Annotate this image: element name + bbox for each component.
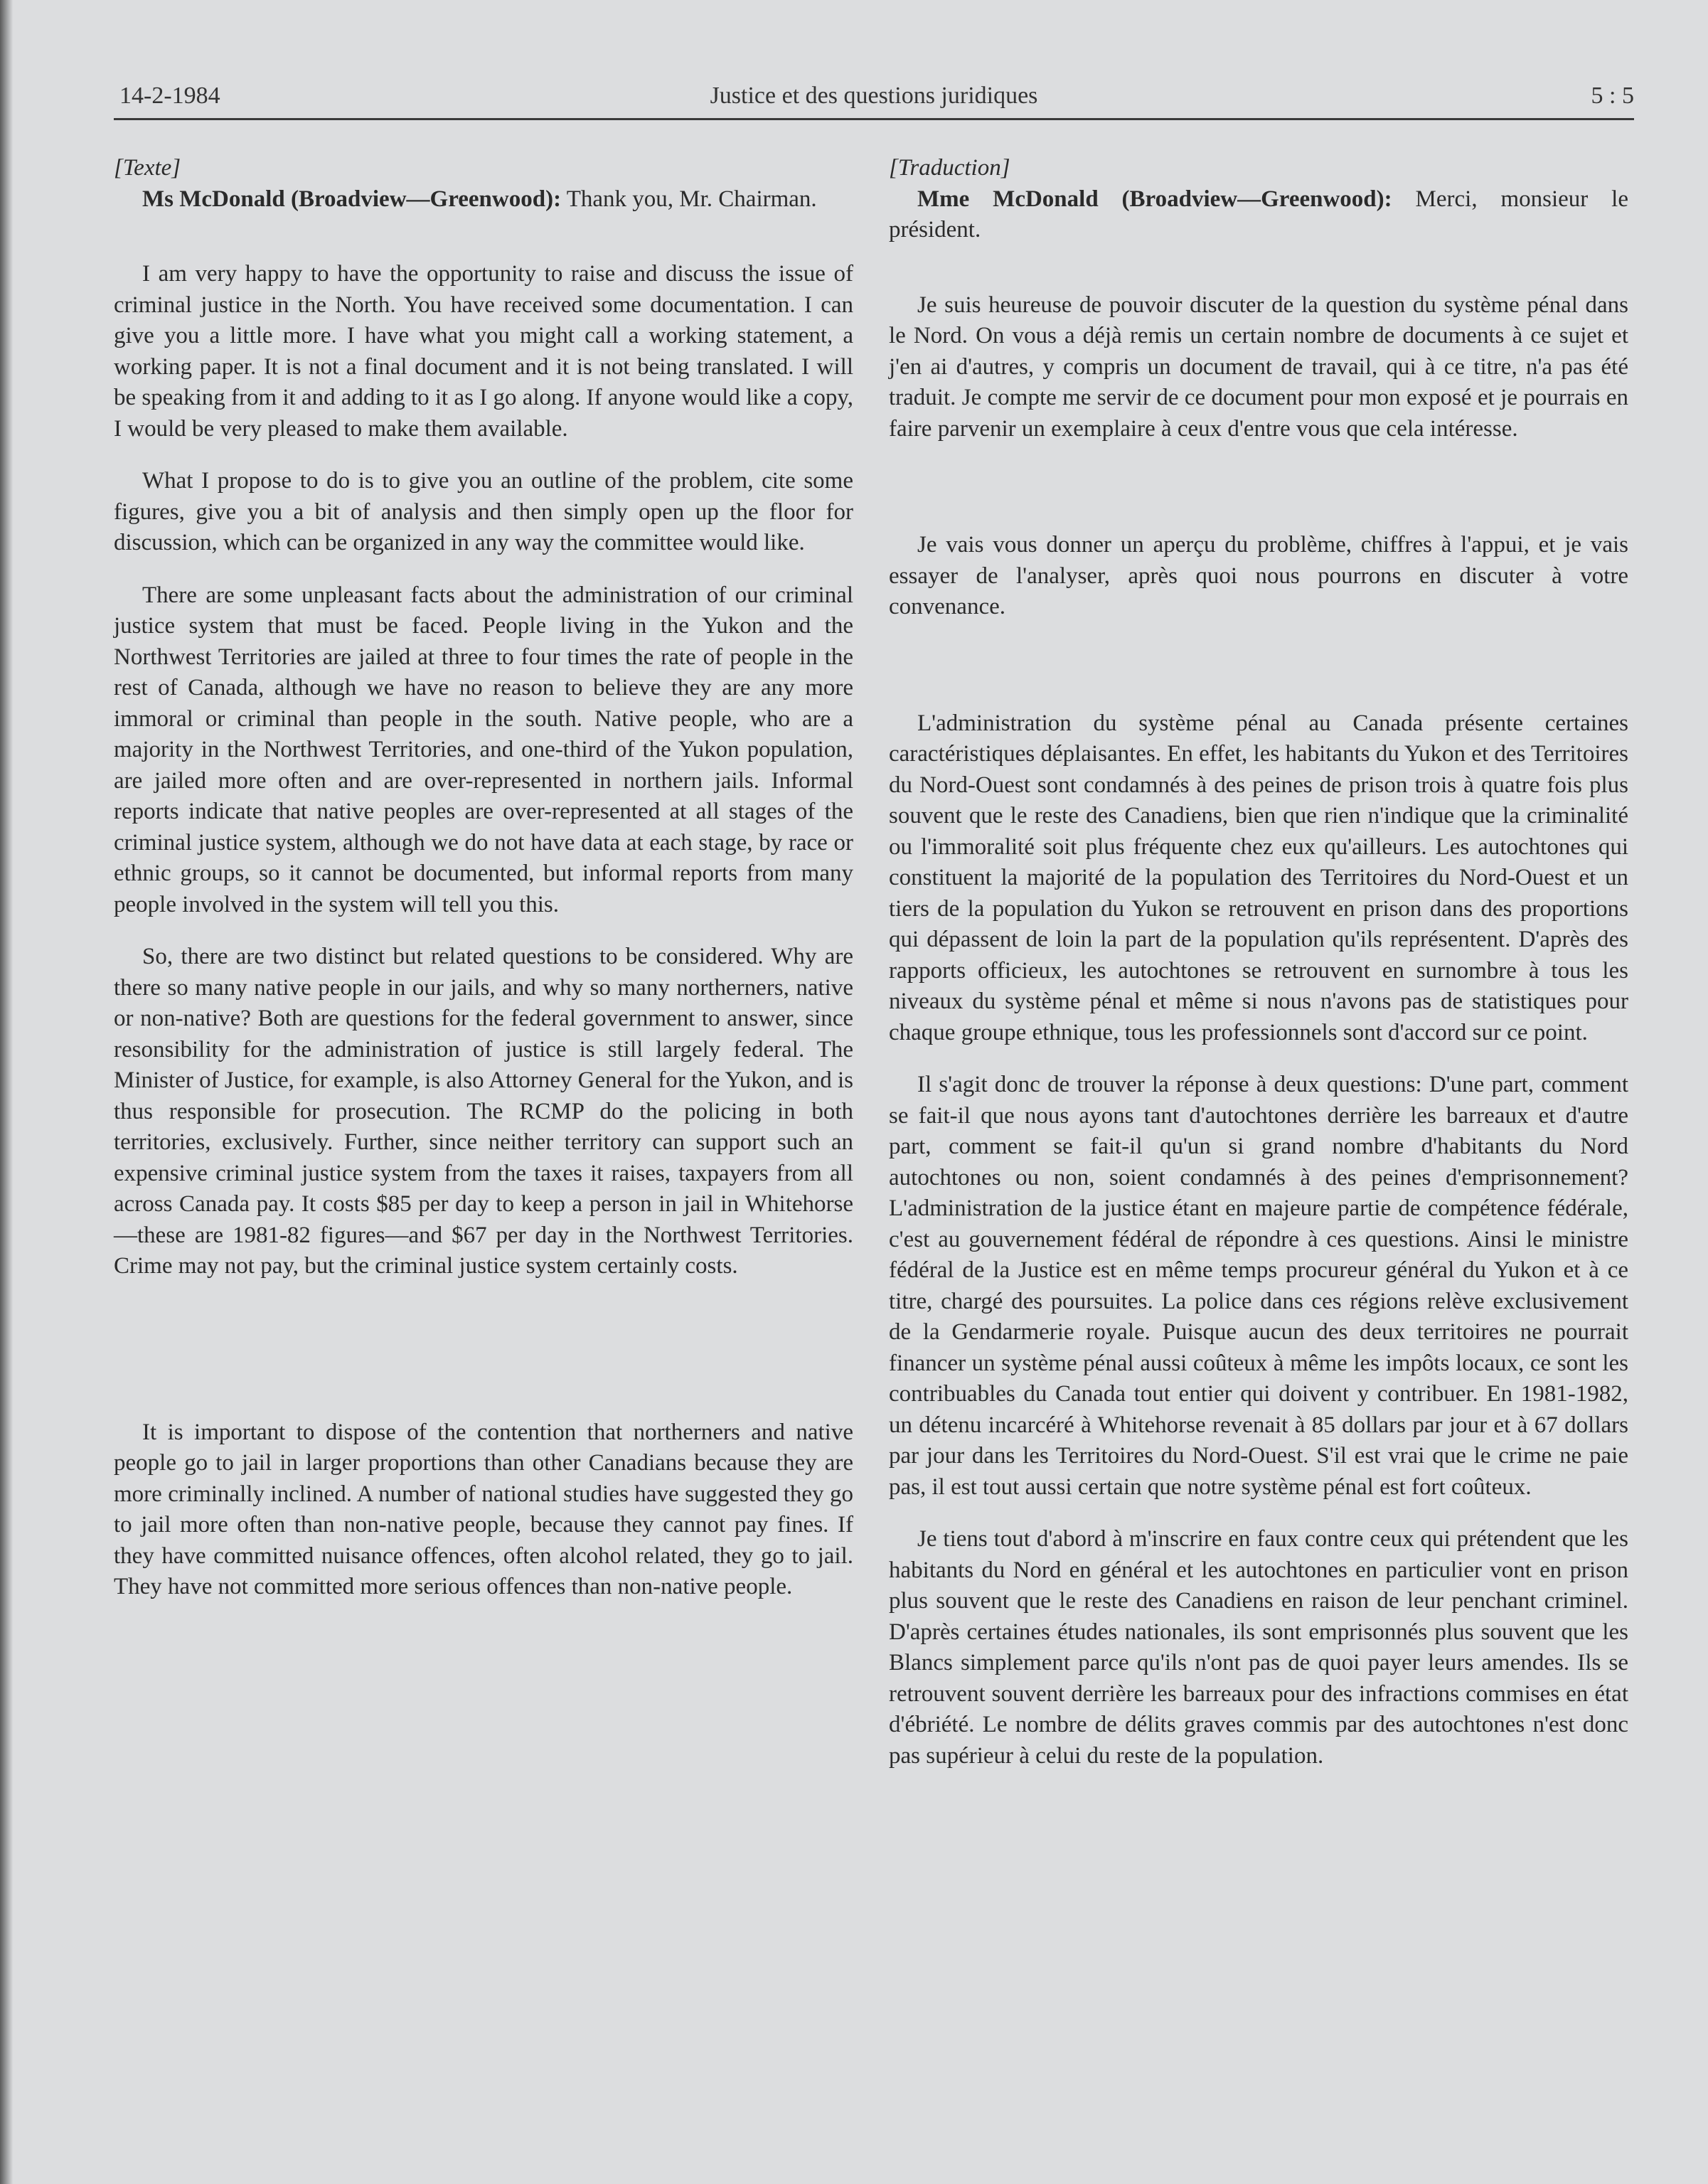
french-column xyxy=(889,153,1628,1772)
speaker-name: Mme McDonald (Broadview—Greenwood): xyxy=(917,186,1392,212)
speaker-text: Merci, monsieur le président. xyxy=(889,186,1628,243)
paragraph: Il s'agit donc de trouver la réponse à deux questions: D'une part, comment se fait-il que nous ayons tant d'autochtones derrière les barreaux et d'autre part, comment se fait-il qu'un si grand nombre d'habitants du Nord autochtones ou non, soient condamnés à des peines d'emprisonnement? L'administration de la justice étant en majeure partie de compétence fédérale, c'est au gouvernement fédéral de répondre à ces questions. Ainsi le ministre fédéral de la Justice est en même temps procureur général du Yukon et à ce titre, chargé des poursuites. La police dans ces régions relève exclusivement de la Gendarmerie royale. Puisque aucun des deux territoires ne pourrait financer un système pénal aussi coûteux à même les impôts locaux, ce sont les contribuables du Canada tout entier qui doivent y contribuer. En 1981-1982, un détenu incarcéré à Whitehorse revenait à 85 dollars par jour et à 67 dollars par jour dans les Territoires du Nord-Ouest. S'il est vrai que le crime ne paie pas, il est tout aussi certain que notre système pénal est fort coûteux. xyxy=(889,1072,1628,1500)
paragraph: Je tiens tout d'abord à m'inscrire en faux contre ceux qui prétendent que les habitants du Nord en général et les autochtones en particulier vont en prison plus souvent que le reste des Canadiens en raison de leur penchant criminel. D'après certaines études nationales, ils sont emprisonnés plus souvent que les Blancs simplement parce qu'ils n'ont pas de quoi payer leurs amendes. Ils se retrouvent souvent derrière les barreaux pour des infractions commises en état d'ébriété. Le nombre de délits graves commis par des autochtones n'est donc pas supérieur à celui du reste de la population. xyxy=(889,1526,1628,1769)
speaker-line xyxy=(114,184,853,215)
paragraph: Je suis heureuse de pouvoir discuter de la question du système pénal dans le Nord. On vous a déjà remis un certain nombre de documents à ce sujet et j'en ai d'autres, y compris un document de travail, qui à ce titre, n'a pas été traduit. Je compte me servir de ce document pour mon exposé et je pourrais en faire parvenir un exemplaire à ceux d'entre vous que cela intéresse. xyxy=(889,292,1628,442)
header-rule xyxy=(114,118,1634,120)
text-label: [Texte] xyxy=(114,155,181,181)
page-header xyxy=(114,80,1634,119)
header-title: Justice et des questions juridiques xyxy=(710,82,1038,109)
speaker-line xyxy=(889,184,1628,246)
translation-label: [Traduction] xyxy=(889,155,1010,181)
speaker-text: Thank you, Mr. Chairman. xyxy=(566,186,817,212)
header-date: 14-2-1984 xyxy=(119,82,220,109)
header-page-number: 5 : 5 xyxy=(1591,82,1634,109)
paragraph: It is important to dispose of the contention that northerners and native people go to jail in larger proportions than other Canadians because they are more criminally inclined. A number of national studies have suggested they go to jail more often than non-native people, because they cannot pay fines. If they have committed nuisance offences, often alcohol related, they go to jail. They have not committed more serious offences than non-native people. xyxy=(114,1419,853,1599)
paragraph: So, there are two distinct but related questions to be considered. Why are there so many native people in our jails, and why so many northerners, native or non-native? Both are questions for the federal government to answer, since resonsibility for the administration of justice is still largely federal. The Minister of Justice, for example, is also Attorney General for the Yukon, and is thus responsible for prosecution. The RCMP do the policing in both territories, exclusively. Further, since neither territory can support such an expensive criminal justice system from the taxes it raises, taxpayers from all across Canada pay. It costs $85 per day to keep a person in jail in Whitehorse—these are 1981-82 figures—and $67 per day in the Northwest Territories. Crime may not pay, but the criminal justice system certainly costs. xyxy=(114,944,853,1279)
paragraph: L'administration du système pénal au Canada présente certaines caractéristiques déplaisantes. En effet, les habitants du Yukon et des Territoires du Nord-Ouest sont condamnés à des peines de prison trois à quatre fois plus souvent que le reste des Canadiens, bien que rien n'indique que la criminalité ou l'immoralité soit plus fréquente chez eux qu'ailleurs. Les autochtones qui constituent la majorité de la population des Territoires du Nord-Ouest et un tiers de la population du Yukon se retrouvent en prison dans des proportions qui dépassent de loin la part de la population qu'ils représentent. D'après des rapports officieux, les autochtones se retrouvent en surnombre à tous les niveaux du système pénal et même si nous n'avons pas de statistiques pour chaque groupe ethnique, tous les professionnels sont d'accord sur ce point. xyxy=(889,710,1628,1045)
english-column xyxy=(114,153,853,1603)
speaker-name: Ms McDonald (Broadview—Greenwood): xyxy=(142,186,562,212)
page-binding-edge xyxy=(0,0,13,2184)
paragraph: There are some unpleasant facts about the administration of our criminal justice system that must be faced. People living in the Yukon and the Northwest Territories are jailed at three to four times the rate of people in the rest of Canada, although we have no reason to believe they are any more immoral or criminal than people in the south. Native people, who are a majority in the Northwest Territories, and one-third of the Yukon population, are jailed more often and are over-represented in northern jails. Informal reports indicate that native peoples are over-represented at all stages of the criminal justice system, although we do not have data at each stage, by race or ethnic groups, so it cannot be documented, but informal reports from many people involved in the system will tell you this. xyxy=(114,582,853,917)
paragraph: Je vais vous donner un aperçu du problème, chiffres à l'appui, et je vais essayer de l'analyser, après quoi nous pourrons en discuter à votre convenance. xyxy=(889,532,1628,619)
paragraph: What I propose to do is to give you an outline of the problem, cite some figures, give you a bit of analysis and then simply open up the floor for discussion, which can be organized in any way the committee would like. xyxy=(114,468,853,555)
paragraph: I am very happy to have the opportunity to raise and discuss the issue of criminal justice in the North. You have received some documentation. I can give you a little more. I have what you might call a working statement, a working paper. It is not a final document and it is not being translated. I will be speaking from it and adding to it as I go along. If anyone would like a copy, I would be very pleased to make them available. xyxy=(114,261,853,442)
